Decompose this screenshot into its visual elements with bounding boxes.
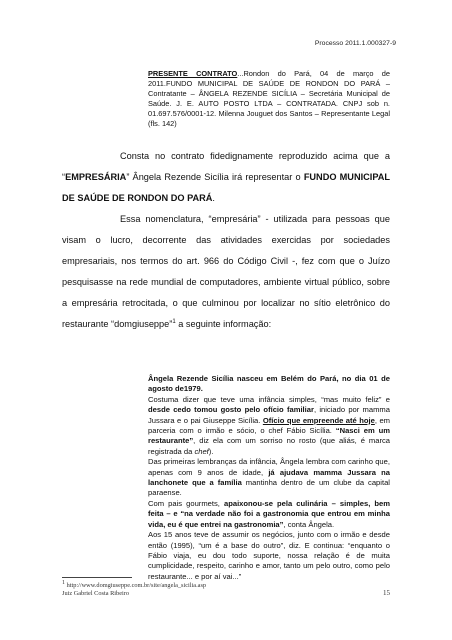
footnote-number: 1 [62,579,65,586]
quote-paragraph-4 [148,499,390,530]
paragraph-2-text-a: Essa nomenclatura, “empresária” - utilizada para pessoas que visam o lucro, decorrente das atividades exercidas por sociedades empresariais, nos termos do art. 966 do Código Civil -, fez com que o Juízo pesquisasse na rede mundial de computadores, ambiente virtual público, sobre a empresária retrocitada, o que culminou por localizar no sítio eletrônico do restaurante “domgiuseppe” [62,214,390,329]
quote-paragraph-2 [148,395,390,457]
quote-p3-c: mantinha dentro de um clube da capital paraense. [148,478,390,498]
quote-p4-b: apaixonou-se pela culinária – simples, bem feita – e “na verdade não foi a gastronomia que entrou em minha vida, eu é que entrei na gastronomia” [148,498,390,529]
page-number: 15 [383,589,390,597]
quote-p2-c: , iniciado por mamma Jussara e o pai Giuseppe Sicília. [148,405,390,425]
paragraph-1-bold-fund: FUNDO MUNICIPAL DE SAÚDE DE RONDON DO PARÁ [62,172,391,203]
quote-paragraph-3 [148,457,390,499]
quote-paragraph-1 [148,374,390,395]
paragraph-1 [62,146,390,209]
quote-p2-a: Costuma dizer que teve uma infância simples, “mas muito feliz” e [148,394,390,404]
paragraph-1-text-a: Consta no contrato fidedignamente reproduzido acima que a “ [62,151,390,182]
quote-p1-bold: Ângela Rezende Sicília nasceu em Belém do Pará, no dia 01 de agosto de1979. [148,374,390,394]
quote-paragraph-5: Aos 15 anos teve de assumir os negócios, junto com o irmão e desde então (1995), “um é a base do outro”, diz. E continua: “enquanto o Fábio viaja, eu dou todo suporte, nossa relação é de muita cumplicidade, respeito, carinho e amor, tanto um pelo outro, como pelo restaurante... e por aí vai...” [148,530,390,581]
quote-p3-b: já ajudava mamma Jussara na lanchonete que a família [148,467,391,488]
quote-p2-b: desde cedo tomou gosto pelo ofício familiar [148,405,314,415]
paragraph-1-bold-empresaria: EMPRESÁRIA [65,172,127,182]
quote-p2-i: ). [208,446,214,456]
quote-p2-f: “Nasci em um restaurante” [148,426,390,446]
quote-p2-e: , em parceria com o irmão e sócio, o chef Fábio Sicília. [148,415,390,436]
quote-p2-d: Ofício que empreende até hoje [262,415,375,425]
footnote-divider [62,577,132,578]
quote-p2-g: , diz ela com um sorriso no rosto (que aliás, é marca registrada da [148,436,390,456]
quote-p4-c: , conta Ângela. [283,519,335,529]
process-number: Processo 2011.1.000327-9 [314,40,396,47]
footnote-ref: 1 [172,318,176,325]
paragraph-2-text-b: a seguinte informação: [175,319,272,329]
quote-p2-h: chef [194,446,209,456]
contract-lead: PRESENTE CONTRATO [148,69,238,78]
footnote-link[interactable]: http://www.domgiuseppe.com.br/site/angela_sicilia.asp [65,582,207,589]
quoted-website-text [148,374,390,582]
contract-excerpt [148,69,390,129]
quote-p3-a: Das primeiras lembranças da infância, Ângela lembra com carinho que, apenas com 9 anos de idade, [148,457,390,477]
paragraph-2 [62,209,390,335]
author-signature-line: Juiz Gabriel Costa Ribeiro [62,590,129,597]
paragraph-1-text-e: . [212,193,215,203]
paragraph-1-text-c: ” Ângela Rezende Sicília irá representar o [126,172,304,182]
quote-p4-a: Com pais gourmets, [148,498,224,508]
footnote [62,579,207,589]
contract-text: ...Rondon do Pará, 04 de março de 2011.FUNDO MUNICIPAL DE SAÚDE DE RONDON DO PARÁ – Contratante – ÂNGELA REZENDE SICÍLIA – Secretária Municipal de Saúde. J. E. AUTO POSTO LTDA – CONTRATADA. CNPJ sob n. 01.697.576/0001-12. Milenna Jouguet dos Santos – Representante Legal (fls. 142) [148,69,390,128]
